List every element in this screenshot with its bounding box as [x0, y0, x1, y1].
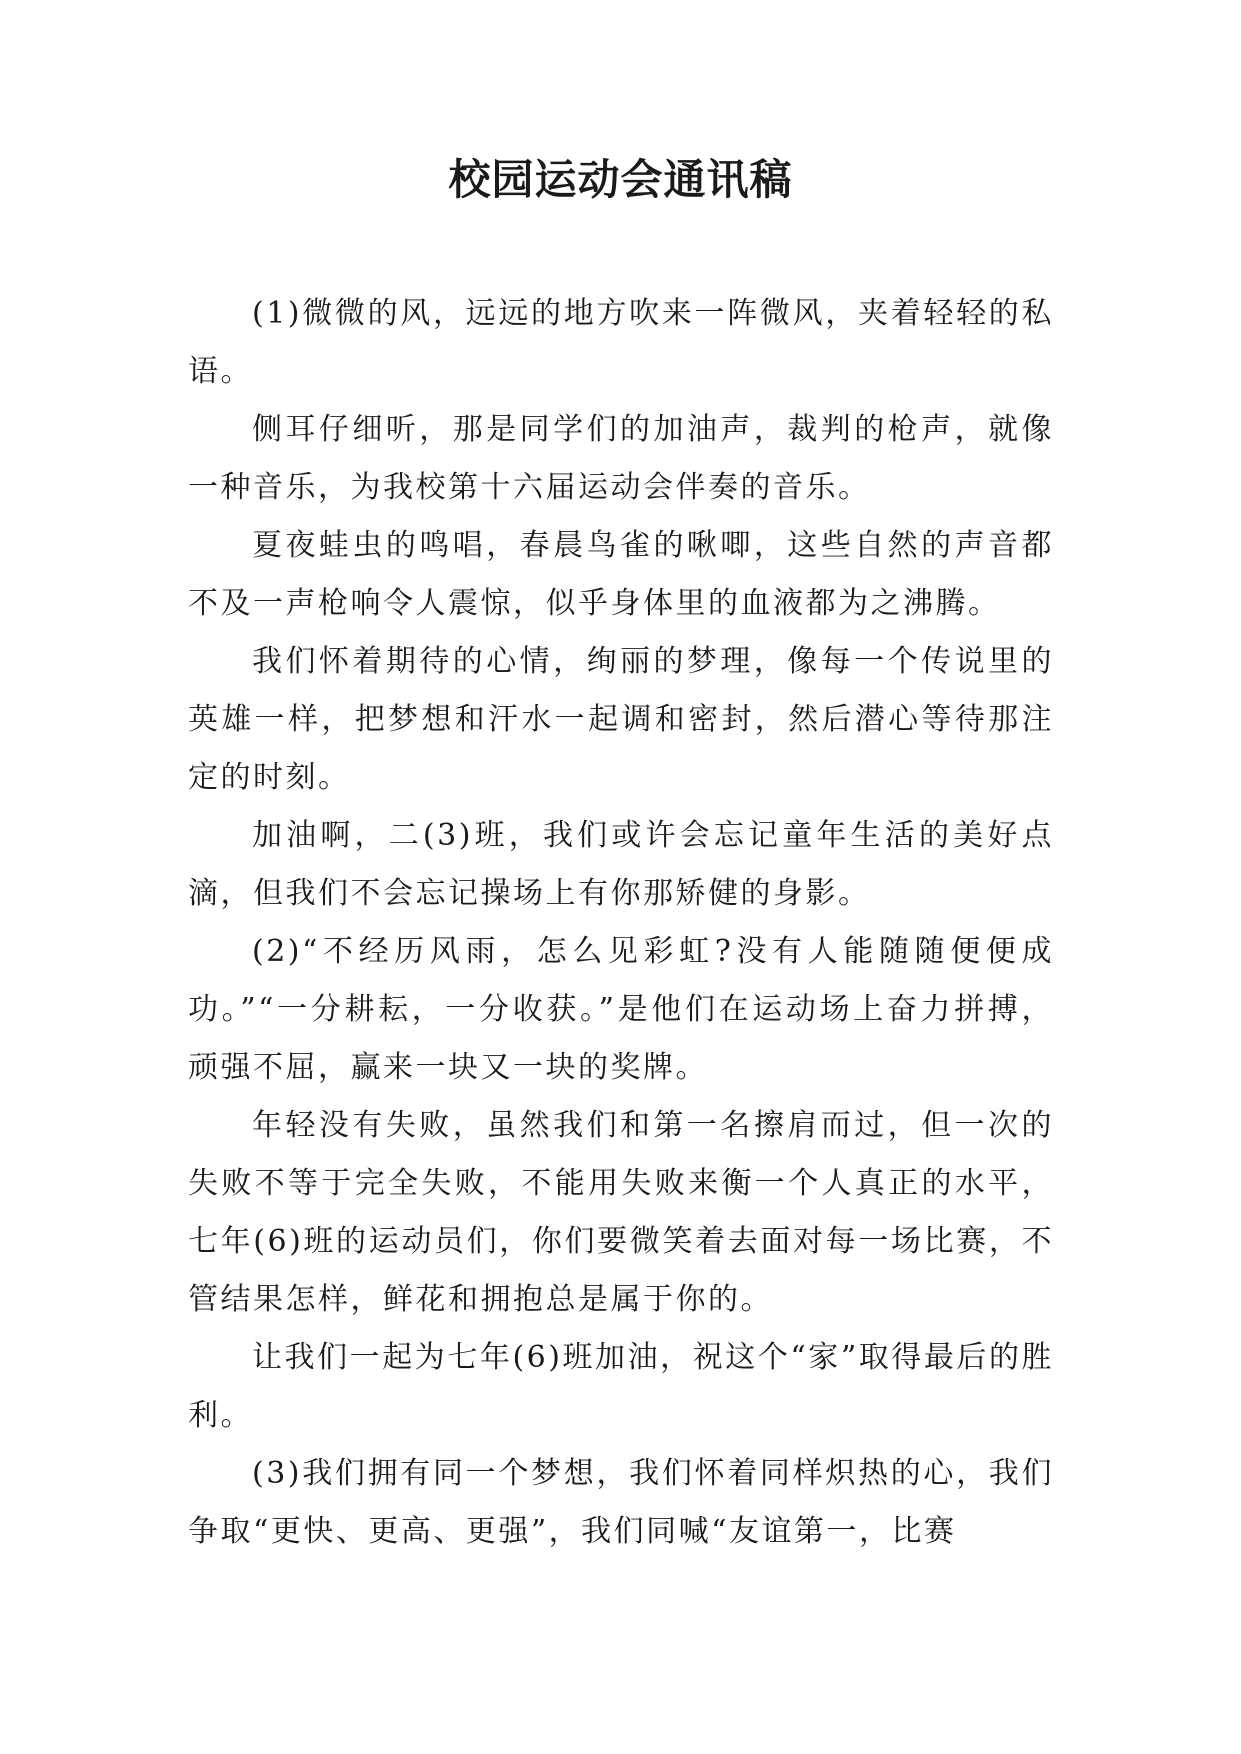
paragraph-2: 侧耳仔细听，那是同学们的加油声，裁判的枪声，就像一种音乐，为我校第十六届运动会伴奏的音乐。: [188, 412, 1054, 505]
paragraph-9: (3)我们拥有同一个梦想，我们怀着同样炽热的心，我们争取“更快、更高、更强”，我们同喊“友谊第一，比赛: [188, 1456, 1054, 1549]
paragraph-6: (2)“不经历风雨，怎么见彩虹?没有人能随随便便成功。”“一分耕耘，一分收获。”是他们在运动场上奋力拼搏，顽强不屈，赢来一块又一块的奖牌。: [188, 934, 1054, 1085]
paragraph-7: 年轻没有失败，虽然我们和第一名擦肩而过，但一次的失败不等于完全失败，不能用失败来衡一个人真正的水平，七年(6)班的运动员们，你们要微笑着去面对每一场比赛，不管结果怎样，鲜花和拥抱总是属于你的。: [188, 1108, 1054, 1317]
paragraph-5: 加油啊，二(3)班，我们或许会忘记童年生活的美好点滴，但我们不会忘记操场上有你那矫健的身影。: [188, 818, 1054, 911]
paragraph-8: 让我们一起为七年(6)班加油，祝这个“家”取得最后的胜利。: [188, 1340, 1054, 1433]
paragraph-1: (1)微微的风，远远的地方吹来一阵微风，夹着轻轻的私语。: [188, 296, 1054, 389]
document-body: [188, 285, 1054, 1561]
document-title: 校园运动会通讯稿: [448, 155, 793, 204]
paragraph-3: 夏夜蛙虫的鸣唱，春晨鸟雀的啾唧，这些自然的声音都不及一声枪响令人震惊，似乎身体里的血液都为之沸腾。: [188, 528, 1054, 621]
paragraph-4: 我们怀着期待的心情，绚丽的梦理，像每一个传说里的英雄一样，把梦想和汗水一起调和密封，然后潜心等待那注定的时刻。: [188, 644, 1054, 795]
